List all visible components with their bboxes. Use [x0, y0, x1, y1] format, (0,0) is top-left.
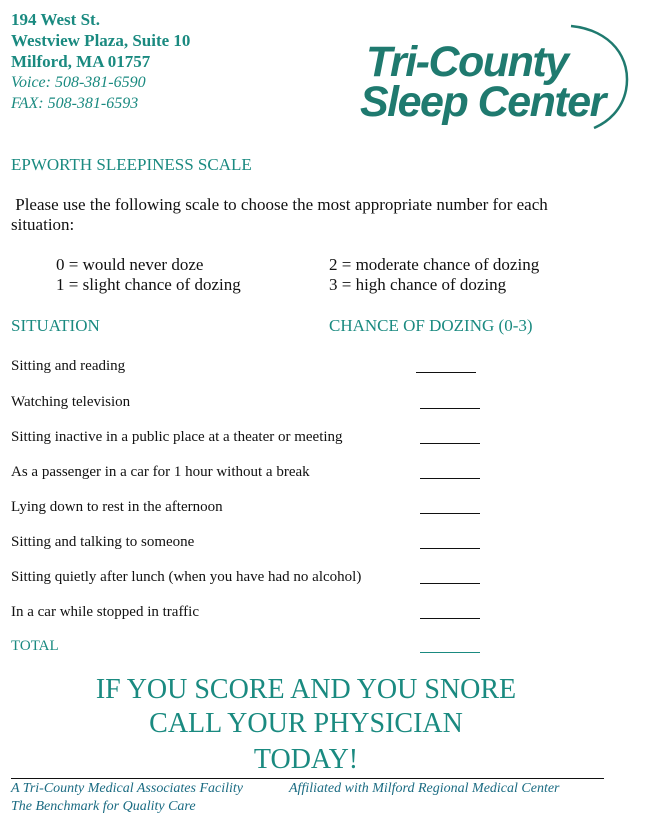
instructions-text: Please use the following scale to choose the most appropriate number for each situation: [11, 195, 548, 234]
address-voice: Voice: 508-381-6590 [11, 74, 146, 91]
score-blank[interactable] [420, 478, 480, 479]
address-plaza: Westview Plaza, Suite 10 [11, 31, 191, 50]
total-blank[interactable] [420, 652, 480, 653]
logo-line-2: Sleep Center [360, 78, 605, 126]
footer-divider [11, 778, 604, 779]
situation-row [11, 429, 491, 449]
total-label: TOTAL [11, 638, 59, 654]
callout-line-1: IF YOU SCORE AND YOU SNORE [95, 674, 517, 705]
situation-label: Sitting quietly after lunch (when you have had no alcohol) [11, 569, 362, 585]
situation-row [11, 499, 491, 519]
situation-label: Sitting and reading [11, 358, 126, 374]
address-street: 194 West St. [11, 10, 100, 29]
legend-item-0: 0 = would never doze [56, 255, 204, 274]
header-chance: CHANCE OF DOZING (0-3) [329, 316, 533, 335]
instructions [11, 195, 611, 235]
legend-item-3: 3 = high chance of dozing [329, 275, 507, 294]
score-blank[interactable] [420, 618, 480, 619]
situation-row [11, 394, 491, 414]
address-fax: FAX: 508-381-6593 [11, 95, 139, 112]
score-blank[interactable] [420, 583, 480, 584]
situation-row [11, 604, 491, 624]
situation-row [11, 358, 491, 378]
situation-label: Sitting and talking to someone [11, 534, 195, 550]
legend-item-1: 1 = slight chance of dozing [56, 275, 241, 294]
situation-label: Watching television [11, 394, 131, 410]
score-blank[interactable] [420, 548, 480, 549]
footer-tagline: The Benchmark for Quality Care [11, 799, 196, 814]
footer-facility: A Tri-County Medical Associates Facility [11, 781, 244, 796]
score-blank[interactable] [420, 513, 480, 514]
score-blank[interactable] [420, 408, 480, 409]
situation-label: Lying down to rest in the afternoon [11, 499, 223, 515]
footer-affiliation: Affiliated with Milford Regional Medical Center [289, 781, 560, 796]
address-block [11, 9, 190, 114]
situation-row [11, 569, 491, 589]
score-blank[interactable] [416, 372, 476, 373]
callout-line-3: TODAY! [253, 744, 359, 775]
logo-line-1: Tri-County [366, 38, 568, 86]
legend-item-2: 2 = moderate chance of dozing [329, 255, 540, 274]
situation-row [11, 534, 491, 554]
situation-label: In a car while stopped in traffic [11, 604, 199, 620]
callout-line-2: CALL YOUR PHYSICIAN [149, 708, 463, 739]
scale-title: EPWORTH SLEEPINESS SCALE [11, 155, 252, 174]
situation-label: As a passenger in a car for 1 hour without a break [11, 464, 310, 480]
logo [356, 18, 641, 136]
situation-row [11, 464, 491, 484]
score-blank[interactable] [420, 443, 480, 444]
situation-label: Sitting inactive in a public place at a theater or meeting [11, 429, 343, 445]
address-city: Milford, MA 01757 [11, 52, 151, 71]
header-situation: SITUATION [11, 316, 100, 335]
